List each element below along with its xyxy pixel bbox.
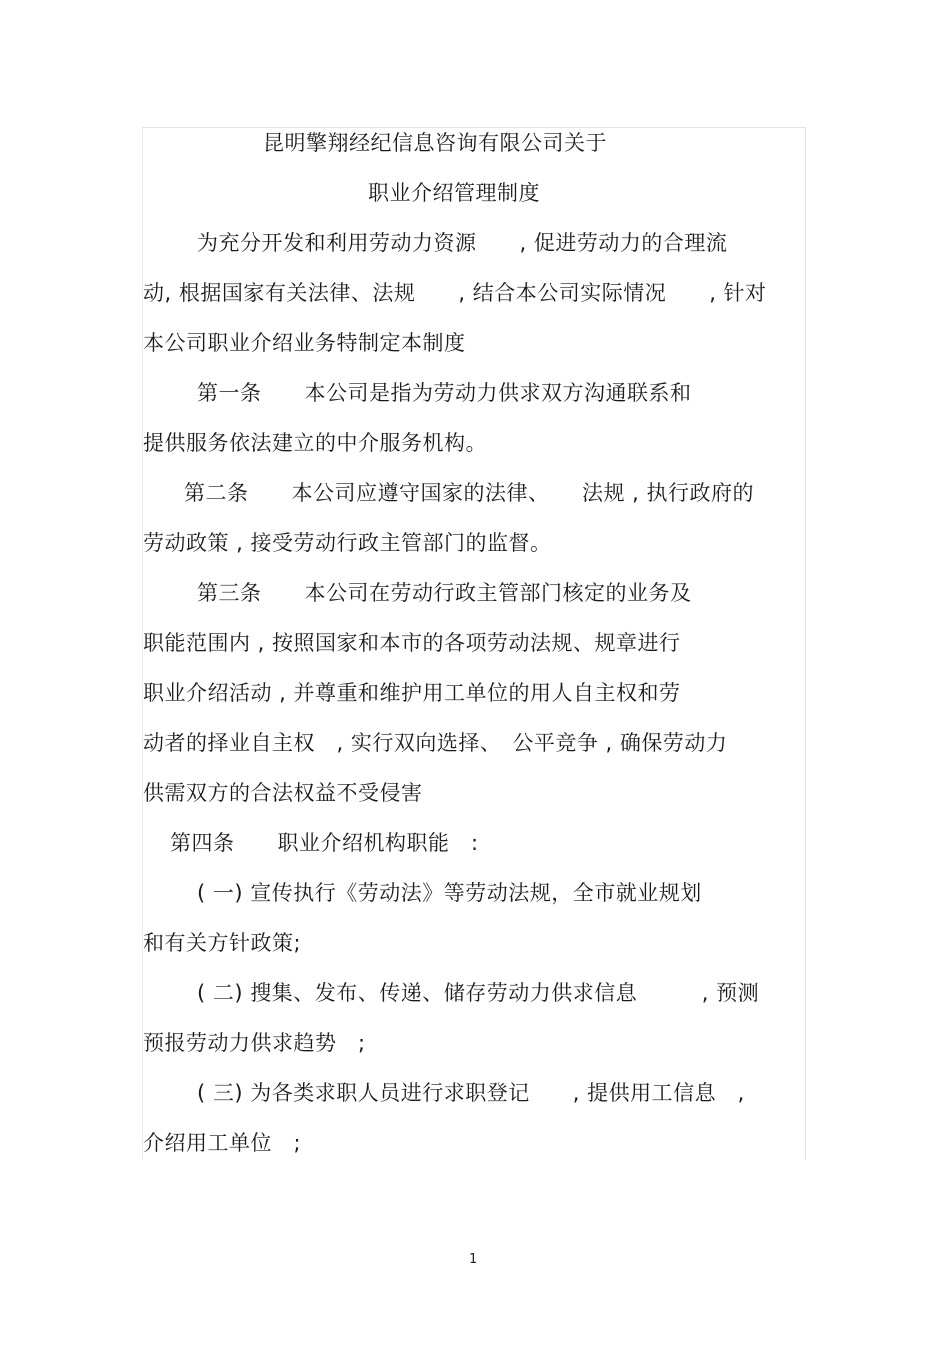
article-line: 第三条 本公司在劳动行政主管部门核定的业务及 <box>197 581 692 605</box>
article-line: 第四条 职业介绍机构职能 : <box>170 831 479 855</box>
document-title-line-1: 昆明擎翔经纪信息咨询有限公司关于 <box>263 131 607 155</box>
article-line: 第二条 本公司应遵守国家的法律、 法规 , 执行政府的 <box>184 481 755 505</box>
document-title-line-2: 职业介绍管理制度 <box>368 181 540 205</box>
list-item-line: 和有关方针政策; <box>143 931 302 955</box>
article-line: 供需双方的合法权益不受侵害 <box>143 781 423 805</box>
list-item-line: 介绍用工单位 ; <box>143 1131 302 1155</box>
paragraph-line: 本公司职业介绍业务特制定本制度 <box>143 331 466 355</box>
article-line: 职能范围内 , 按照国家和本市的各项劳动法规、规章进行 <box>143 631 681 655</box>
document-page <box>142 127 806 1160</box>
list-item-line: ( 三) 为各类求职人员进行求职登记 , 提供用工信息 , <box>197 1081 745 1105</box>
page-number: 1 <box>469 1252 478 1267</box>
list-item-line: 预报劳动力供求趋势 ; <box>143 1031 366 1055</box>
list-item-line: ( 一) 宣传执行《劳动法》等劳动法规，全市就业规划 <box>197 881 702 905</box>
paragraph-line: 动, 根据国家有关法律、法规 , 结合本公司实际情况 , 针对 <box>143 281 767 305</box>
paragraph-line: 为充分开发和利用劳动力资源 , 促进劳动力的合理流 <box>197 231 728 255</box>
article-line: 动者的择业自主权 , 实行双向选择、 公平竞争 , 确保劳动力 <box>143 731 728 755</box>
article-line: 第一条 本公司是指为劳动力供求双方沟通联系和 <box>197 381 692 405</box>
article-line: 职业介绍活动 , 并尊重和维护用工单位的用人自主权和劳 <box>143 681 681 705</box>
article-line: 劳动政策 , 接受劳动行政主管部门的监督。 <box>143 531 552 555</box>
list-item-line: ( 二) 搜集、发布、传递、储存劳动力供求信息 , 预测 <box>197 981 760 1005</box>
article-line: 提供服务依法建立的中介服务机构。 <box>143 431 487 455</box>
